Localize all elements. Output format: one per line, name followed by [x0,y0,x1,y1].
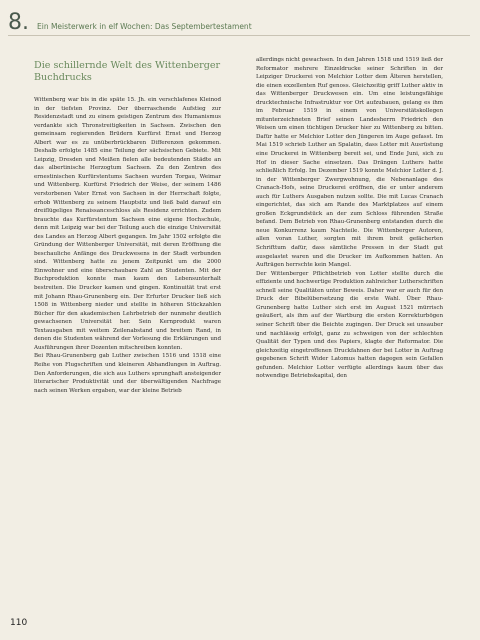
right-paragraph-1: allerdings nicht gewachsen. In den Jahren 1518 und 1519 ließ der Reformator mehrere Einzeldrucke seiner Schriften in der Leipziger Druckerei von Melchior Lotter dem Älteren herstellen, die einen exzellenten Ruf genoss. Gleichzeitig griff Luther aktiv in das Wittenberger Druckwesen ein. Um eine leistungsfähige drucktechnische Infrastruktur vor Ort aufzubauen, gelang es ihm im Februar 1519 in einem von Universitätskollegen mitunterzeichneten Brief seinen Landesherrn Friedrich den Weisen um einen tüchtigen Drucker hier zu Wittenberg zu bitten. Dafür hatte er Melchior Lotter den Jüngeren im Auge gefasst. Im Mai 1519 schrieb Luther an Spalatin, dass Lotter mit Ausrüstung eine Druckerei in Wittenberg bereit sei, und Ende Juni, sich zu Hof in dieser Sache einsetzen. Das Drängen Luthers hatte schließlich Erfolg. Im Dezember 1519 konnte Melchior Lotter d. J. in der Wittenberger Zwergwohnung, die Nebenanlage des Cranach-Hofs, seine Druckerei eröffnen, die er unter anderem auch für Luthers Ausgaben nutzen sollte. Die mit Lucas Cranach eingerichtet, das sich am Rande des Marktplatzes auf einem großen Eckgrundstück an der zum Schloss führenden Straße befand. Dem Betrieb von Rhau-Grunenberg entstanden durch die neue Konkurrenz kaum Nachteile. Die Wittenberger Autoren, allen voran Luther, sorgten mit ihrem breit gefächerten Schrifttum dafür, dass sämtliche Pressen in der Stadt gut ausgelastet waren und die Drucker im Aufkommen hatten. An Aufträgen herrschte kein Mangel. [256,57,443,269]
chapter-number: 8. [8,10,29,35]
right-paragraph-2: Der Wittenberger Pflichtbetrieb von Lotter stellte durch die effiziente und hochwertige Produktion zahlreicher Lutherschriften schnell seine Qualitäten unter Beweis. Daher war er auch für den Druck der Bibelübersetzung die erste Wahl. Über Rhau-Grunenberg hatte Luther sich erst im August 1521 mürrisch geäußert, als ihm auf der Wartburg die ersten Korrekturbögen seiner Schrift über die Beichte zugingen. Der Druck sei unsauber und nachlässig erfolgt, ganz zu schweigen von der schlechten Qualität der Typen und des Papiers, klagte der Reformator. Die gleichzeitig eingetroffenen Druckfahnen der bei Lotter in Auftrag gegebenen Schrift Wider Latomus hatten dagegen sein Gefallen gefunden. Melchior Lotter verfügte allerdings kaum über das notwendige Betriebskapital, den [256,270,443,380]
chapter-title: Ein Meisterwerk in elf Wochen: Das Septembertestament [37,22,252,31]
left-paragraph-1: Wittenberg war bis in die späte 15. Jh. ein verschlafenes Kleinod in der tiefsten Provinz. Der überraschende Aufstieg zur Residenzstadt und zu einem geistigen Zentrum des Humanismus verdankte sich Thronstreitigkeiten in Sachsen. Zwischen den gemeinsam regierenden Brüdern Kurfürst Ernst und Herzog Albert war es zu unüberbrückbaren Differenzen gekommen. Deshalb erfolgte 1485 eine Teilung der sächsischen Gebiete. Mit Leipzig, Dresden und Meißen fielen alle bedeutenden Städte an das albertinische Herzogtum Sachsen. Zu den Zentren des ernestinischen Kurfürstentums Sachsen wurden Torgau, Weimar und Wittenberg. Kurfürst Friedrich der Weise, der seinem 1486 verstorbenen Vater Ernst von Sachsen in der Herrschaft folgte, erhob Wittenberg zu seinem Hauptsitz und ließ bald darauf ein dreiflügeliges Renaissanceschloss als Residenz errichten. Zudem brauchte das Kurfürstentum Sachsen eine eigene Hochschule, denn mit Leipzig war bei der Teilung auch die einzige Universität des Landes an Herzog Albert gegangen. Im Jahr 1502 erfolgte die Gründung der Wittenberger Universität, mit deren Eröffnung die beschauliche Anfänge des Druckwesens in der Stadt verbunden sind. Wittenberg hatte zu jenem Zeitpunkt um die 2000 Einwohner und eine überschaubare Zahl an Studenten. Mit der Buchproduktion konnte man kaum den Lebensunterhalt bestreiten. Die Drucker kamen und gingen. Kontinuität trat erst mit Johann Rhau-Grunenberg ein. Der Erfurter Drucker ließ sich 1508 in Wittenberg nieder und stellte in höheren Stückzahlen Bücher für den akademischen Lehrbetrieb der nunmehr deutlich gewachsenen Universität her. Sein Kernprodukt waren Textausgaben mit weitem Zeilenabstand und breitem Rand, in denen die Studenten während der Vorlesung die Erklärungen und Ausführungen ihrer Dozenten mitschreiben konnten. [34,97,221,351]
right-column [256,56,443,381]
header-rule [8,35,470,36]
chapter-header [8,8,470,34]
section-heading-line-2: Buchdrucks [34,72,92,83]
page-number: 110 [10,618,28,628]
section-heading-line-1: Die schillernde Welt des Wittenberger [34,60,221,71]
section-heading [34,60,221,84]
left-paragraph-2: Bei Rhau-Grunenberg gab Luther zwischen 1516 und 1518 eine Reihe von Flugschriften und kleineren Abhandlungen in Auftrag. Den Anforderungen, die sich aus Luthers sprunghaft ansteigender literarischer Produktivität und der überwältigenden Nachfrage nach seinen Werken ergaben, war der kleine Betrieb [34,353,221,394]
left-column [34,60,221,395]
